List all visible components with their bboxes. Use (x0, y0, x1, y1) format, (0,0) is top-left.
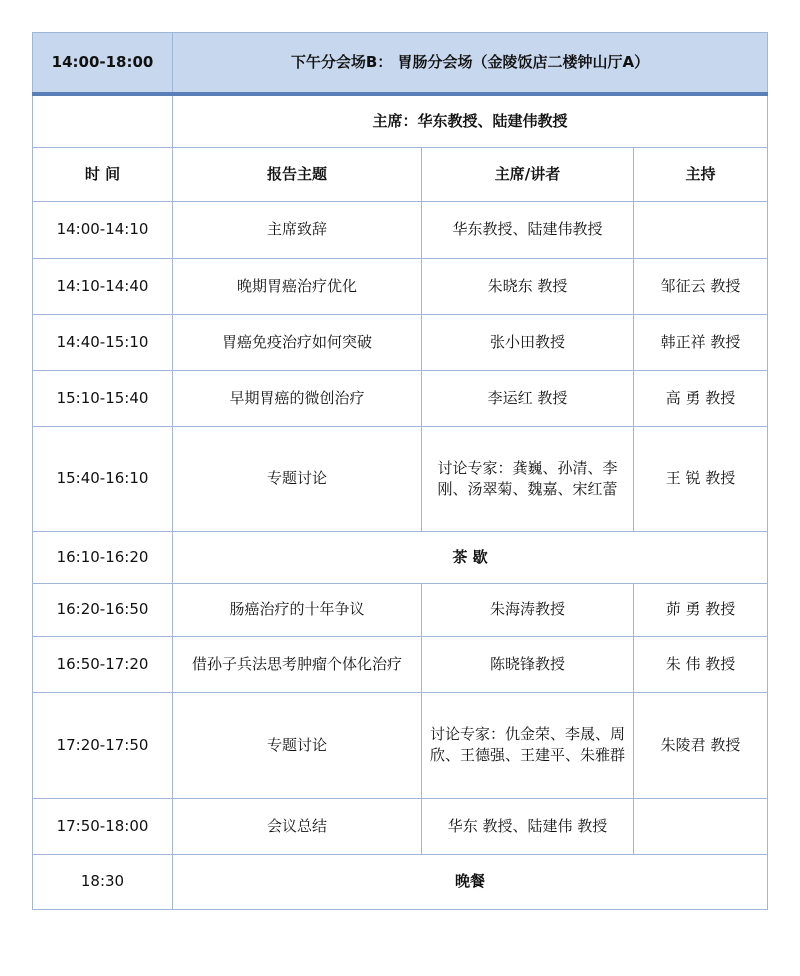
row-time: 16:20-16:50 (33, 583, 173, 636)
row-topic: 主席致辞 (173, 201, 422, 258)
row-time: 14:10-14:40 (33, 258, 173, 314)
row-time: 18:30 (33, 854, 173, 909)
chair-text: 主席：华东教授、陆建伟教授 (173, 94, 768, 147)
break-label: 晚餐 (173, 854, 768, 909)
row-time: 16:10-16:20 (33, 531, 173, 583)
row-host (634, 798, 768, 854)
row-speaker: 朱晓东 教授 (422, 258, 634, 314)
row-time: 17:20-17:50 (33, 692, 173, 798)
session-time: 14:00-18:00 (33, 33, 173, 95)
row-speaker: 陈晓锋教授 (422, 636, 634, 692)
table-row (33, 426, 768, 531)
row-topic: 专题讨论 (173, 692, 422, 798)
row-topic: 会议总结 (173, 798, 422, 854)
row-time: 17:50-18:00 (33, 798, 173, 854)
table-row (33, 692, 768, 798)
col-header-time: 时 间 (33, 147, 173, 201)
chair-row (33, 94, 768, 147)
row-host (634, 201, 768, 258)
row-host: 王 锐 教授 (634, 426, 768, 531)
row-speaker: 张小田教授 (422, 314, 634, 370)
table-row (33, 258, 768, 314)
row-topic: 借孙子兵法思考肿瘤个体化治疗 (173, 636, 422, 692)
row-topic: 专题讨论 (173, 426, 422, 531)
row-topic: 胃癌免疫治疗如何突破 (173, 314, 422, 370)
row-time: 15:40-16:10 (33, 426, 173, 531)
row-topic: 肠癌治疗的十年争议 (173, 583, 422, 636)
table-row (33, 636, 768, 692)
table-row (33, 370, 768, 426)
row-topic: 晚期胃癌治疗优化 (173, 258, 422, 314)
table-row (33, 798, 768, 854)
row-speaker: 李运红 教授 (422, 370, 634, 426)
table-row (33, 583, 768, 636)
break-label: 茶 歇 (173, 531, 768, 583)
row-time: 14:40-15:10 (33, 314, 173, 370)
row-time: 16:50-17:20 (33, 636, 173, 692)
schedule-table (32, 32, 768, 910)
table-row (33, 314, 768, 370)
row-host: 朱陵君 教授 (634, 692, 768, 798)
col-header-topic: 报告主题 (173, 147, 422, 201)
row-host: 邹征云 教授 (634, 258, 768, 314)
row-time: 15:10-15:40 (33, 370, 173, 426)
speaker-list: 讨论专家：龚巍、孙清、李刚、汤翠菊、魏嘉、宋红蕾 (437, 458, 618, 498)
col-header-host: 主持 (634, 147, 768, 201)
column-header-row (33, 147, 768, 201)
row-host: 高 勇 教授 (634, 370, 768, 426)
speaker-list: 讨论专家：仇金荣、李晟、周欣、王德强、王建平、朱雅群 (430, 725, 626, 764)
row-host: 朱 伟 教授 (634, 636, 768, 692)
row-host: 茆 勇 教授 (634, 583, 768, 636)
row-speaker (422, 692, 634, 798)
col-header-speaker: 主席/讲者 (422, 147, 634, 201)
session-title: 下午分会场B： 胃肠分会场（金陵饭店二楼钟山厅A） (173, 33, 768, 95)
row-speaker: 华东 教授、陆建伟 教授 (422, 798, 634, 854)
row-time: 14:00-14:10 (33, 201, 173, 258)
chair-time (33, 94, 173, 147)
table-row (33, 201, 768, 258)
row-speaker: 朱海涛教授 (422, 583, 634, 636)
break-row (33, 854, 768, 909)
break-row (33, 531, 768, 583)
session-header-row (33, 33, 768, 95)
row-speaker: 华东教授、陆建伟教授 (422, 201, 634, 258)
row-speaker (422, 426, 634, 531)
row-host: 韩正祥 教授 (634, 314, 768, 370)
row-topic: 早期胃癌的微创治疗 (173, 370, 422, 426)
